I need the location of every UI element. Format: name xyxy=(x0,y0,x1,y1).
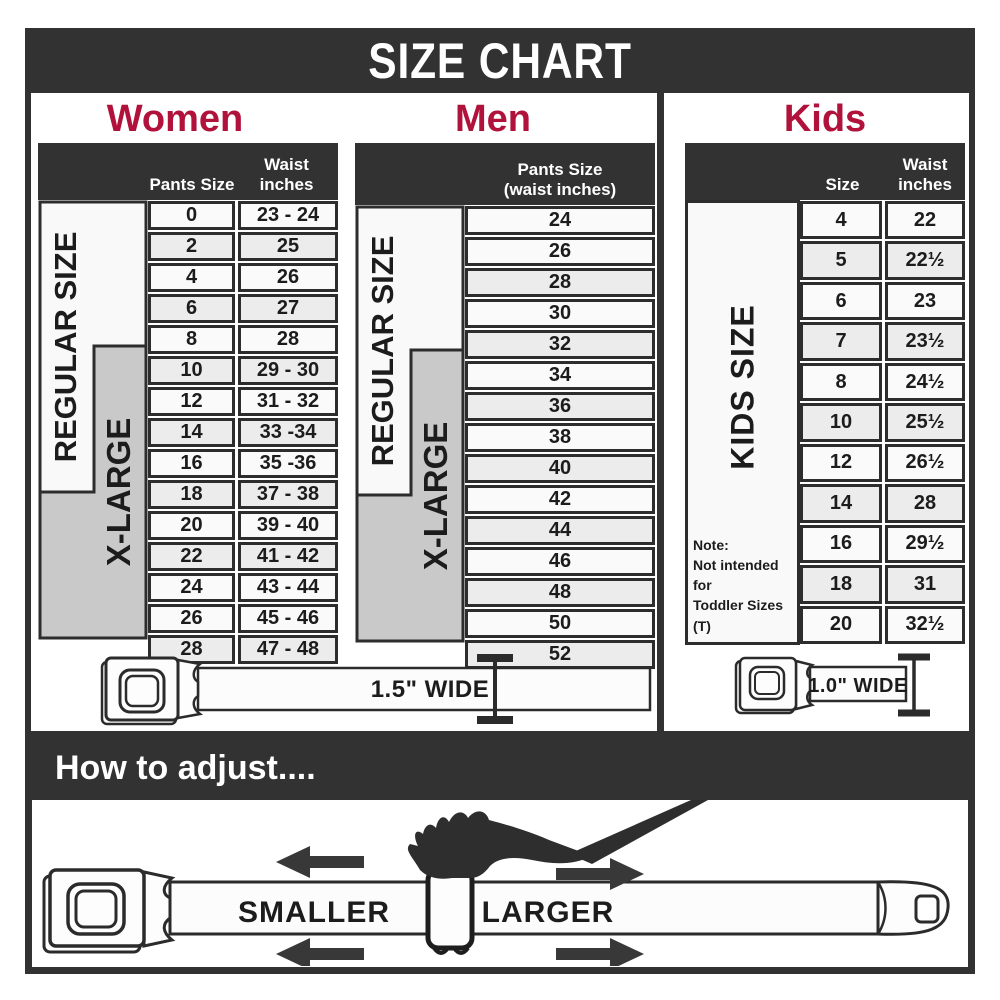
waist-cell: 32½ xyxy=(885,606,965,644)
pants-size-cell: 34 xyxy=(465,361,655,390)
waist-cell: 29½ xyxy=(885,525,965,563)
table-row xyxy=(800,483,965,523)
pants-size-cell: 32 xyxy=(465,330,655,359)
pants-size-cell: 30 xyxy=(465,299,655,328)
pants-size-cell: 48 xyxy=(465,578,655,607)
waist-cell: 31 - 32 xyxy=(238,387,338,416)
table-row xyxy=(800,240,965,280)
waist-cell: 23 xyxy=(885,282,965,320)
adult-belt-illustration xyxy=(40,648,660,732)
pants-size-cell: 16 xyxy=(148,449,235,478)
table-row xyxy=(148,417,338,448)
waist-cell: 31 xyxy=(885,565,965,603)
table-row xyxy=(148,479,338,510)
women-table-header xyxy=(38,143,338,200)
kids-size-label: KIDS SIZE xyxy=(724,304,760,471)
pants-size-cell: 10 xyxy=(148,356,235,385)
adjust-belt-illustration xyxy=(32,800,968,966)
table-row xyxy=(148,510,338,541)
size-cell: 7 xyxy=(800,322,882,360)
table-row xyxy=(465,236,655,267)
table-row xyxy=(465,298,655,329)
pants-size-cell: 20 xyxy=(148,511,235,540)
table-row xyxy=(465,360,655,391)
size-cell: 6 xyxy=(800,282,882,320)
men-table-header xyxy=(355,143,655,205)
pants-size-cell: 38 xyxy=(465,423,655,452)
size-cell: 8 xyxy=(800,363,882,401)
table-row xyxy=(465,391,655,422)
table-row xyxy=(148,541,338,572)
table-row xyxy=(465,453,655,484)
men-col-header-line1: Pants Size xyxy=(517,160,603,179)
waist-cell: 28 xyxy=(885,484,965,522)
women-col2-header-line2: inches xyxy=(259,175,314,194)
kids-col2-header-line2: inches xyxy=(898,175,952,194)
pants-size-cell: 40 xyxy=(465,454,655,483)
pants-size-cell: 44 xyxy=(465,516,655,545)
waist-cell: 27 xyxy=(238,294,338,323)
pants-size-cell: 50 xyxy=(465,609,655,638)
belt-slider xyxy=(428,870,472,948)
pants-size-cell: 42 xyxy=(465,485,655,514)
waist-cell: 26½ xyxy=(885,444,965,482)
pants-size-cell: 14 xyxy=(148,418,235,447)
waist-cell: 22½ xyxy=(885,241,965,279)
table-row xyxy=(465,608,655,639)
kids-belt-width-label: 1.0" WIDE xyxy=(808,675,908,697)
arrow-right-icon xyxy=(556,938,644,966)
pants-size-cell: 36 xyxy=(465,392,655,421)
size-cell: 14 xyxy=(800,484,882,522)
women-xlarge-label: X-LARGE xyxy=(100,417,137,567)
table-row xyxy=(148,231,338,262)
size-cell: 16 xyxy=(800,525,882,563)
table-row xyxy=(148,448,338,479)
size-cell: 18 xyxy=(800,565,882,603)
larger-label: LARGER xyxy=(481,896,615,929)
table-row xyxy=(465,546,655,577)
adult-belt-width-label: 1.5" WIDE xyxy=(370,676,490,703)
kids-col2-header xyxy=(885,155,965,195)
pants-size-cell: 26 xyxy=(465,237,655,266)
waist-cell: 35 -36 xyxy=(238,449,338,478)
table-row xyxy=(465,484,655,515)
pants-size-cell: 22 xyxy=(148,542,235,571)
women-col1-header: Pants Size xyxy=(149,175,235,194)
women-size-category-labels xyxy=(38,200,148,640)
table-row xyxy=(465,329,655,360)
arrow-left-icon xyxy=(276,938,364,966)
table-row xyxy=(148,386,338,417)
pants-size-cell: 8 xyxy=(148,325,235,354)
pants-size-cell: 26 xyxy=(148,604,235,633)
section-divider xyxy=(657,93,664,737)
waist-cell: 47 - 48 xyxy=(238,635,338,664)
size-cell: 10 xyxy=(800,403,882,441)
table-row xyxy=(800,443,965,483)
pants-size-cell: 46 xyxy=(465,547,655,576)
waist-cell: 23 - 24 xyxy=(238,201,338,230)
pants-size-cell: 12 xyxy=(148,387,235,416)
size-cell: 12 xyxy=(800,444,882,482)
kids-table-rows xyxy=(800,200,965,645)
women-regular-label: REGULAR SIZE xyxy=(48,231,83,463)
men-col-header-line2: (waist inches) xyxy=(503,180,617,199)
kids-table-header xyxy=(685,143,965,200)
table-row xyxy=(148,355,338,386)
how-to-adjust-bar xyxy=(25,737,975,800)
table-row xyxy=(465,515,655,546)
men-xlarge-label: X-LARGE xyxy=(417,421,454,571)
pants-size-cell: 52 xyxy=(465,640,655,669)
kids-heading: Kids xyxy=(783,98,867,140)
waist-cell: 45 - 46 xyxy=(238,604,338,633)
arm-line xyxy=(569,800,708,864)
table-row xyxy=(800,524,965,564)
pants-size-cell: 4 xyxy=(148,263,235,292)
kids-size-category-box xyxy=(685,200,800,645)
table-row xyxy=(465,267,655,298)
table-row xyxy=(800,281,965,321)
table-row xyxy=(800,605,965,645)
belt-latch xyxy=(144,872,172,946)
kids-belt-illustration xyxy=(700,651,970,723)
kids-note-line3: Toddler Sizes (T) xyxy=(693,597,783,634)
men-size-category-labels xyxy=(355,205,465,643)
table-row xyxy=(465,422,655,453)
pants-size-cell: 18 xyxy=(148,480,235,509)
title-bar xyxy=(25,28,975,93)
table-row xyxy=(148,293,338,324)
kids-note xyxy=(693,535,797,636)
table-row xyxy=(148,200,338,231)
table-row xyxy=(148,572,338,603)
belt-tip-hole xyxy=(916,896,938,922)
arrow-left-icon xyxy=(276,846,364,878)
women-table-rows xyxy=(148,200,338,660)
women-heading: Women xyxy=(106,98,244,140)
table-row xyxy=(800,564,965,604)
men-table-rows xyxy=(465,205,655,665)
table-row xyxy=(800,321,965,361)
pants-size-cell: 24 xyxy=(465,206,655,235)
waist-cell: 24½ xyxy=(885,363,965,401)
women-col2-header-line1: Waist xyxy=(264,155,309,174)
waist-cell: 22 xyxy=(885,201,965,239)
waist-cell: 29 - 30 xyxy=(238,356,338,385)
table-row xyxy=(800,402,965,442)
size-cell: 5 xyxy=(800,241,882,279)
table-row xyxy=(800,362,965,402)
pants-size-cell: 0 xyxy=(148,201,235,230)
size-cell: 20 xyxy=(800,606,882,644)
waist-cell: 37 - 38 xyxy=(238,480,338,509)
pants-size-cell: 2 xyxy=(148,232,235,261)
pants-size-cell: 28 xyxy=(465,268,655,297)
pants-size-cell: 6 xyxy=(148,294,235,323)
pants-size-cell: 28 xyxy=(148,635,235,664)
size-cell: 4 xyxy=(800,201,882,239)
women-col2-header xyxy=(235,155,338,195)
waist-cell: 25½ xyxy=(885,403,965,441)
men-regular-label: REGULAR SIZE xyxy=(365,235,400,467)
kids-col1-header: Size xyxy=(825,175,860,194)
waist-cell: 23½ xyxy=(885,322,965,360)
how-to-adjust-heading: How to adjust.... xyxy=(55,749,316,787)
kids-note-line1: Note: xyxy=(693,536,729,553)
men-heading: Men xyxy=(455,98,531,140)
waist-cell: 26 xyxy=(238,263,338,292)
waist-cell: 25 xyxy=(238,232,338,261)
waist-cell: 43 - 44 xyxy=(238,573,338,602)
table-row xyxy=(148,262,338,293)
men-col-header xyxy=(465,160,655,200)
table-row xyxy=(148,603,338,634)
belt-latch xyxy=(178,660,200,718)
table-row xyxy=(465,577,655,608)
waist-cell: 39 - 40 xyxy=(238,511,338,540)
waist-cell: 33 -34 xyxy=(238,418,338,447)
pants-size-cell: 24 xyxy=(148,573,235,602)
table-row xyxy=(148,324,338,355)
waist-cell: 41 - 42 xyxy=(238,542,338,571)
waist-cell: 28 xyxy=(238,325,338,354)
page-title: SIZE CHART xyxy=(368,32,632,89)
table-row xyxy=(800,200,965,240)
smaller-label: SMALLER xyxy=(238,896,390,929)
kids-col2-header-line1: Waist xyxy=(902,155,948,174)
kids-note-line2: Not intended for xyxy=(693,556,779,594)
table-row xyxy=(465,205,655,236)
